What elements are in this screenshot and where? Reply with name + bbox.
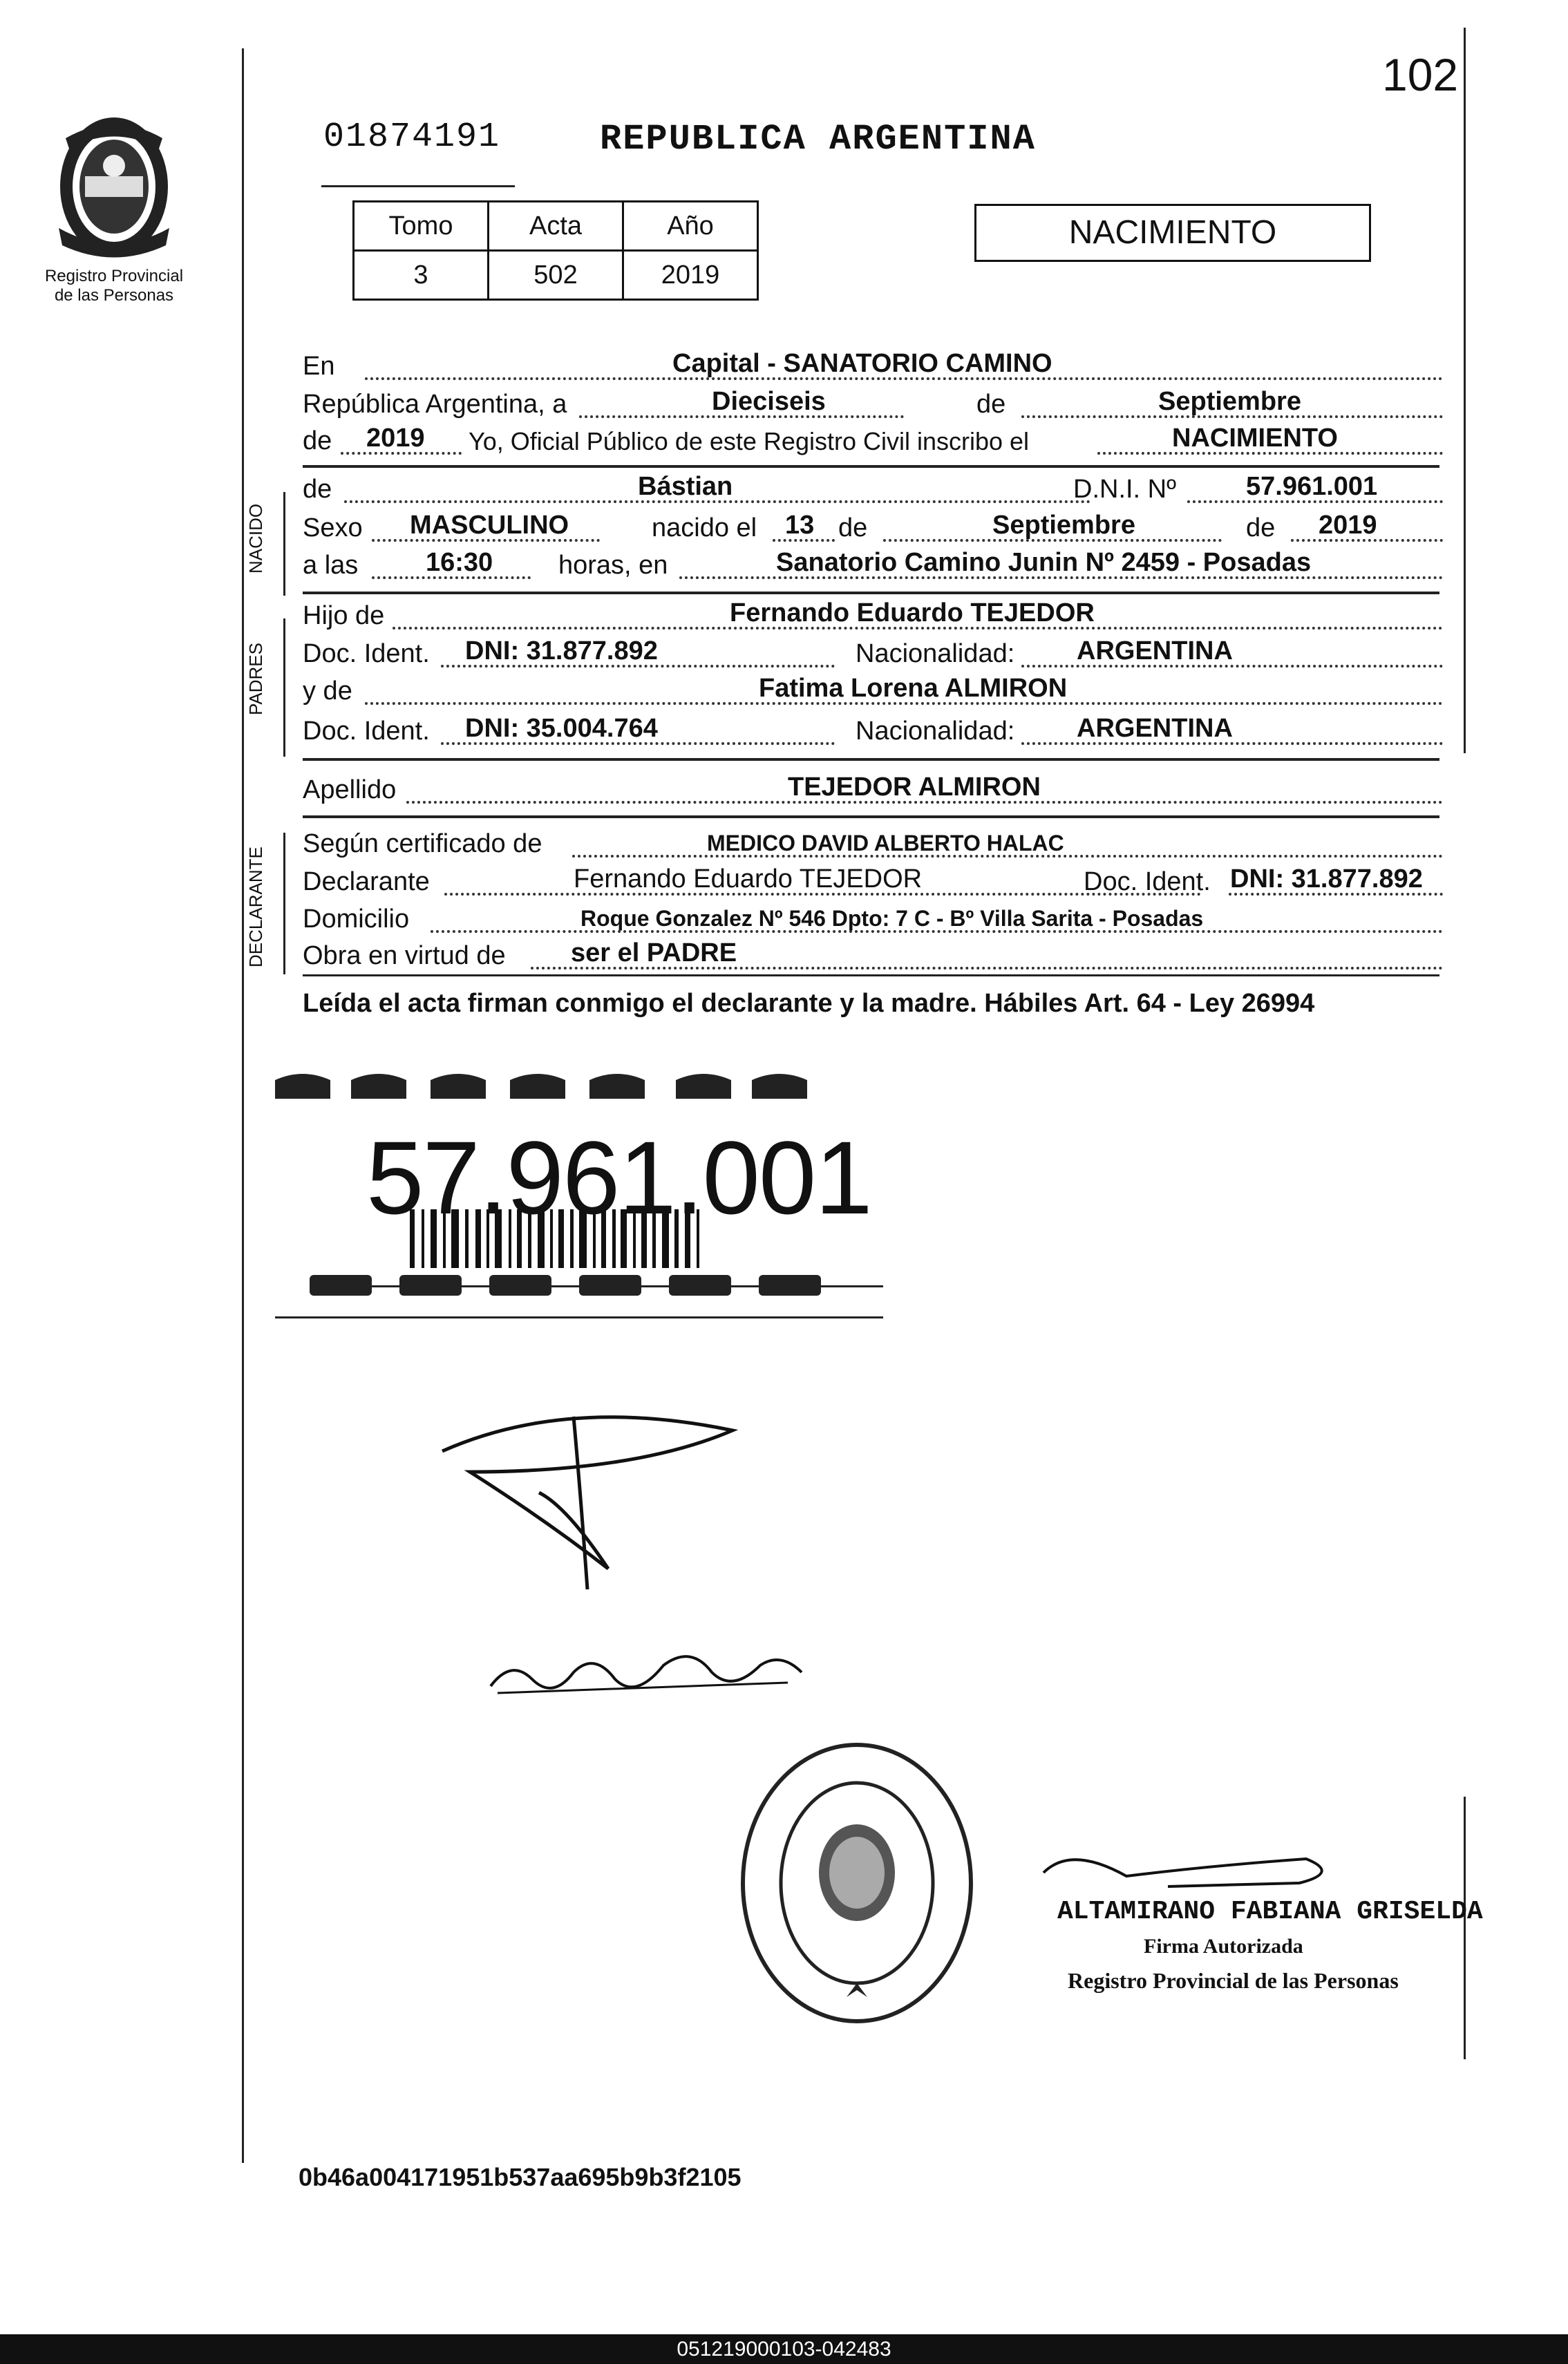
- section-nacido-label: NACIDO: [245, 503, 266, 574]
- doc-ident-label: Doc. Ident.: [1084, 867, 1211, 896]
- section-divider: [303, 815, 1439, 818]
- child-name: Bástian: [638, 472, 733, 501]
- section-nacido-bar: [283, 492, 285, 596]
- right-margin-line-lower: [1464, 1797, 1466, 2059]
- anio-header: Año: [623, 202, 758, 251]
- serial-underline: [321, 185, 515, 187]
- birth-year: 2019: [1319, 511, 1377, 540]
- section-divider: [303, 592, 1439, 594]
- mother-nationality: ARGENTINA: [1077, 714, 1233, 743]
- horas-label: horas, en: [558, 551, 668, 580]
- nacionalidad-label: Nacionalidad:: [856, 717, 1015, 746]
- row-hijo: [303, 596, 1437, 635]
- father-nationality: ARGENTINA: [1077, 636, 1233, 665]
- record-table: [352, 200, 759, 301]
- de-year-label: de: [303, 426, 332, 455]
- place-value: Capital - SANATORIO CAMINO: [672, 349, 1052, 378]
- declarante-label: Declarante: [303, 867, 430, 896]
- doc-label: Doc. Ident.: [303, 717, 430, 746]
- left-margin-line: [242, 48, 244, 2163]
- row-en: [303, 347, 1437, 386]
- dni-label: D.N.I. Nº: [1073, 475, 1176, 504]
- serial-number: 01874191: [323, 117, 501, 157]
- declarante-doc: DNI: 31.877.892: [1230, 864, 1423, 893]
- provincial-logo: [31, 111, 197, 305]
- row-nacido-name: [303, 470, 1437, 509]
- sticker-baseline: [275, 1316, 883, 1318]
- doc-label: Doc. Ident.: [303, 639, 430, 668]
- father-name: Fernando Eduardo TEJEDOR: [730, 598, 1095, 627]
- row-declarante: [303, 862, 1437, 901]
- tomo-header: Tomo: [354, 202, 489, 251]
- act-value: NACIMIENTO: [1172, 424, 1338, 453]
- certificado-value: MEDICO DAVID ALBERTO HALAC: [707, 831, 1064, 855]
- official-signature: [1030, 1852, 1389, 1900]
- section-divider: [303, 465, 1439, 468]
- acta-value: 502: [489, 251, 623, 300]
- birth-day: 13: [785, 511, 815, 540]
- act-type-box: NACIMIENTO: [974, 204, 1371, 262]
- anio-value: 2019: [623, 251, 758, 300]
- row-sexo: [303, 509, 1437, 547]
- row-madre: [303, 672, 1437, 710]
- page-number: 102: [1382, 49, 1459, 100]
- year-value: 2019: [366, 424, 425, 453]
- document-title: REPUBLICA ARGENTINA: [600, 119, 1036, 160]
- declarant-signature: [428, 1410, 760, 1610]
- mother-doc: DNI: 35.004.764: [465, 714, 658, 743]
- y-de-label: y de: [303, 677, 352, 706]
- official-seal-icon: [726, 1734, 988, 2032]
- father-doc: DNI: 31.877.892: [465, 636, 658, 665]
- birth-month: Septiembre: [992, 511, 1135, 540]
- tomo-value: 3: [354, 251, 489, 300]
- officer-text: Yo, Oficial Público de este Registro Civil inscribo el: [469, 427, 1030, 455]
- republic-label: República Argentina, a: [303, 390, 567, 419]
- apellido-value: TEJEDOR ALMIRON: [788, 773, 1041, 802]
- document-hash: 0b46a004171951b537aa695b9b3f2105: [299, 2163, 742, 2191]
- section-padres-bar: [283, 618, 285, 757]
- row-obra: [303, 936, 1437, 975]
- dni-sticker-number: 57.961.001: [366, 1119, 871, 1236]
- en-label: En: [303, 352, 335, 381]
- acta-header: Acta: [489, 202, 623, 251]
- day-value: Dieciseis: [712, 387, 826, 416]
- row-madre-doc: [303, 712, 1437, 750]
- section-divider: [303, 974, 1439, 976]
- sexo-value: MASCULINO: [410, 511, 569, 540]
- section-divider: [303, 758, 1439, 761]
- row-hora: [303, 546, 1437, 585]
- nacido-label: nacido el: [652, 513, 757, 542]
- birth-time: 16:30: [426, 548, 493, 577]
- row-apellido: [303, 770, 1437, 809]
- footer-code: 051219000103-042483: [0, 2334, 1568, 2364]
- nacionalidad-label: Nacionalidad:: [856, 639, 1015, 668]
- official-name: ALTAMIRANO FABIANA GRISELDA: [1057, 1897, 1483, 1927]
- row-padre-doc: [303, 634, 1437, 673]
- row-year: [303, 422, 1437, 460]
- row-republic: [303, 385, 1437, 424]
- hijo-label: Hijo de: [303, 601, 385, 630]
- obra-label: Obra en virtud de: [303, 941, 506, 970]
- mother-signature: [484, 1631, 815, 1721]
- section-declarante-label: DECLARANTE: [245, 847, 266, 967]
- de-label: de: [303, 475, 332, 504]
- right-margin-line: [1464, 28, 1466, 753]
- section-padres-label: PADRES: [245, 643, 266, 715]
- mother-name: Fatima Lorena ALMIRON: [759, 674, 1068, 703]
- child-dni: 57.961.001: [1246, 472, 1378, 501]
- sexo-label: Sexo: [303, 513, 363, 542]
- official-org: Registro Provincial de las Personas: [1068, 1968, 1399, 1993]
- section-declarante-bar: [283, 833, 285, 974]
- domicilio-value: Roque Gonzalez Nº 546 Dpto: 7 C - Bº Villa Sarita - Posadas: [580, 906, 1204, 931]
- registry-label: Registro Provincial de las Personas: [44, 267, 184, 305]
- obra-value: ser el PADRE: [571, 938, 737, 967]
- declarante-value: Fernando Eduardo TEJEDOR: [574, 864, 923, 893]
- misiones-crest-icon: [38, 111, 190, 263]
- row-domicilio: [303, 900, 1437, 938]
- de-label: de: [1246, 513, 1276, 542]
- domicilio-label: Domicilio: [303, 905, 410, 934]
- legal-text: Leída el acta firman conmigo el declarante y la madre. Hábiles Art. 64 - Ley 26994: [303, 989, 1315, 1018]
- row-certificado: [303, 824, 1437, 863]
- official-role: Firma Autorizada: [1144, 1935, 1303, 1958]
- a-las-label: a las: [303, 551, 359, 580]
- month-value: Septiembre: [1158, 387, 1301, 416]
- certificado-label: Según certificado de: [303, 829, 542, 858]
- de-label: de: [838, 513, 868, 542]
- apellido-label: Apellido: [303, 775, 397, 804]
- birth-place: Sanatorio Camino Junin Nº 2459 - Posadas: [776, 548, 1312, 577]
- de-label: de: [976, 390, 1006, 419]
